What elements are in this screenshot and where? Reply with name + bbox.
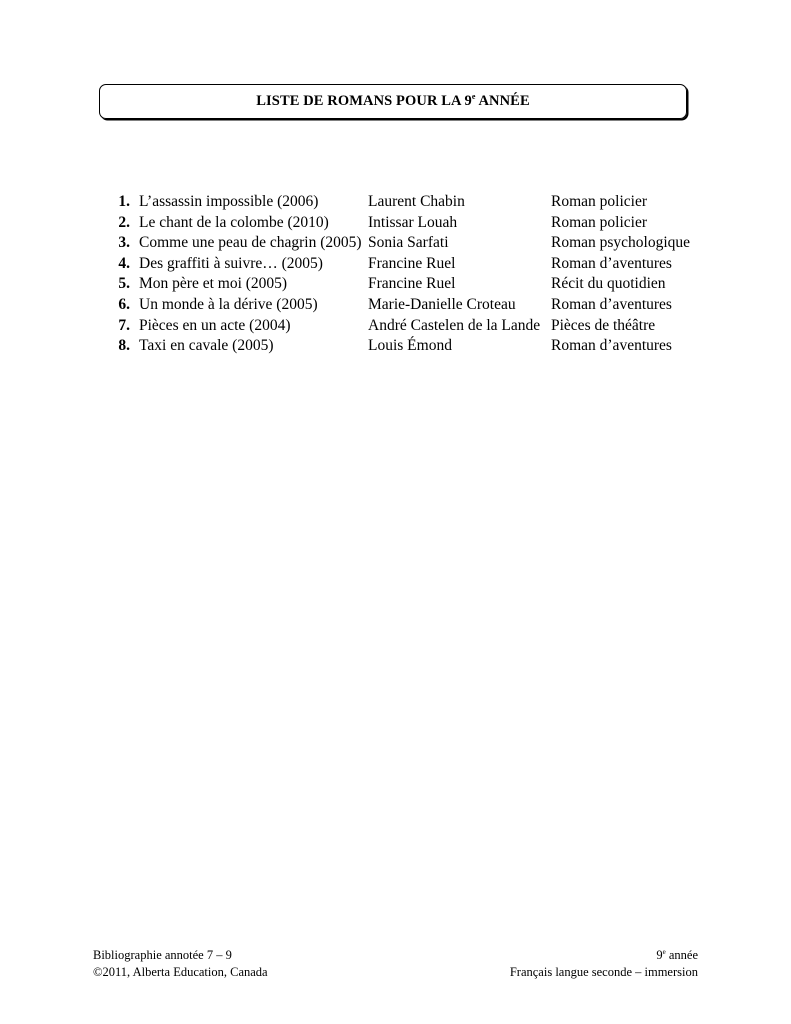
novel-number: 4.: [118, 254, 130, 272]
novel-genre: Roman d’aventures: [551, 254, 672, 272]
novel-title: Pièces en un acte (2004): [139, 316, 291, 334]
novel-author: André Castelen de la Lande: [368, 316, 541, 334]
novel-number: 3.: [118, 234, 130, 252]
novel-genre: Roman d’aventures: [551, 337, 672, 355]
novel-number: 5.: [118, 275, 130, 293]
novel-number: 1.: [118, 193, 130, 210]
novel-title: Des graffiti à suivre… (2005): [139, 254, 323, 272]
footer-copyright: ©2011, Alberta Education, Canada: [93, 964, 268, 979]
footer-grade: [510, 947, 698, 964]
novel-genre: Pièces de théâtre: [551, 316, 656, 334]
novel-genre: Roman d’aventures: [551, 295, 672, 313]
page-title: [256, 94, 529, 109]
novel-title: Mon père et moi (2005): [139, 275, 288, 293]
novel-author: Francine Ruel: [368, 275, 456, 293]
novel-author: Francine Ruel: [368, 254, 456, 272]
page-title-superscript: e: [471, 92, 476, 102]
footer-grade-label: année: [665, 948, 698, 962]
novel-number: 7.: [118, 316, 130, 334]
footer-program: Français langue seconde – immersion: [509, 964, 698, 979]
page-title-end: ANNÉE: [475, 93, 530, 110]
novel-genre: Roman policier: [551, 193, 647, 210]
novel-author: Laurent Chabin: [368, 193, 465, 210]
novel-title: Taxi en cavale (2005): [139, 337, 274, 355]
novel-author: Marie-Danielle Croteau: [368, 295, 516, 313]
footer-publication-title: Bibliographie annotée 7 – 9: [93, 948, 232, 962]
footer-left: [93, 947, 268, 980]
novel-title: Le chant de la colombe (2010): [139, 213, 329, 231]
novel-author: Louis Émond: [368, 337, 452, 355]
title-box: [99, 84, 687, 119]
novel-title: L’assassin impossible (2006): [139, 193, 319, 210]
novel-number: 8.: [118, 337, 130, 355]
footer-right: [510, 947, 698, 980]
novel-title: Comme une peau de chagrin (2005): [139, 234, 362, 252]
novel-author: Intissar Louah: [368, 213, 458, 231]
novel-author: Sonia Sarfati: [368, 234, 449, 252]
page-title-main: LISTE DE ROMANS POUR LA 9: [256, 93, 472, 110]
novel-genre: Roman policier: [551, 213, 647, 231]
novel-genre: Récit du quotidien: [551, 275, 666, 293]
footer-grade-number: 9: [656, 948, 663, 962]
novel-number: 6.: [118, 295, 130, 313]
novel-number: 2.: [118, 213, 130, 231]
footer-grade-superscript: e: [662, 948, 666, 956]
novel-genre: Roman psychologique: [551, 234, 691, 252]
novel-title: Un monde à la dérive (2005): [139, 295, 318, 313]
